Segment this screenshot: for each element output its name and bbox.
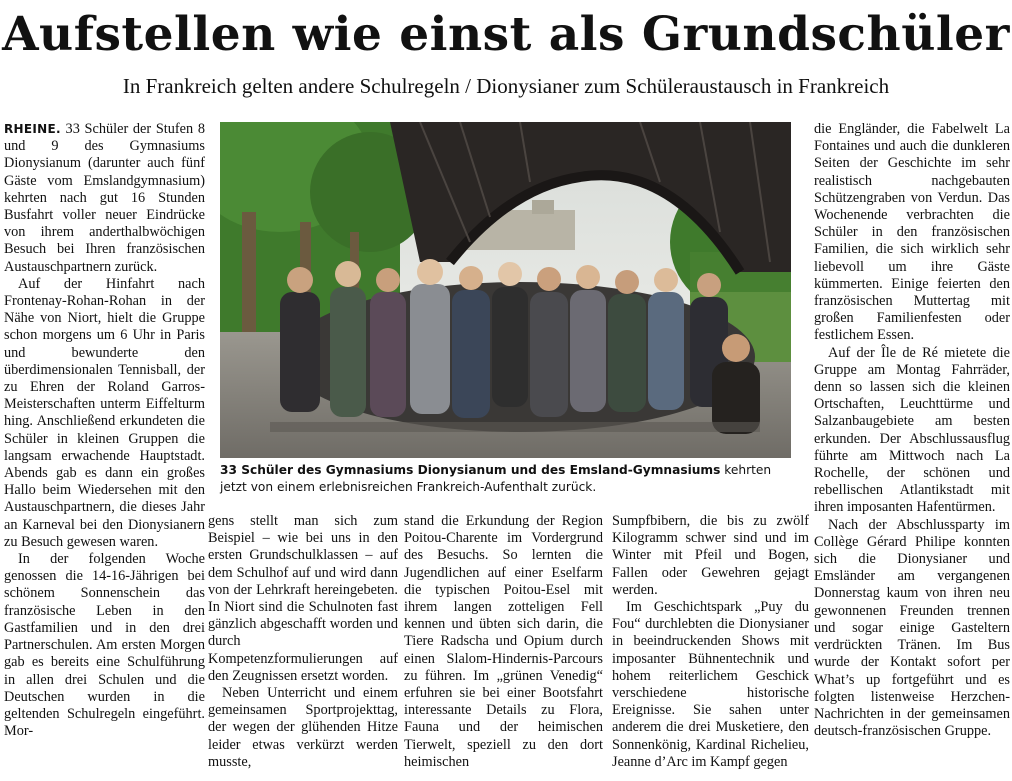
paragraph: Im Geschichtspark „Puy du Fou“ durchlebten die Dionysianer in beeindruckenden Shows mit imposanter Bühnentechnik und hohem reiterlichem Geschick verschiedene historische Ereignisse. Sie sahen unter anderem die drei Musketiere, den Sonnenkönig, Kardinal Richelieu, Jeanne d’Arc im Kampf gegen [612, 599, 809, 770]
article-column-1 [4, 121, 205, 740]
paragraph: Auf der Hinfahrt nach Frontenay-Rohan-Rohan in der Nähe von Niort, hielt die Gruppe schon morgens um 6 Uhr in Paris und bewunderte den überdimensionalen Tennisball, der zu Ehren der Roland Garros-Meisterschaften unterm Eiffelturm hing. Anschließend erkundeten die Schüler in kleinen Gruppen die langsam erwachende Hauptstadt. Abends gab es dann ein großes Hallo beim Wiedersehen mit den Austauschpartnern, die dieses Jahr an Karneval bei den Dionysianern zu Besuch gewesen waren. [4, 275, 205, 550]
paragraph [4, 121, 205, 276]
eiffel-tower-group-image [220, 122, 791, 458]
paragraph: stand die Erkundung der Region Poitou-Charente im Vordergrund des Besuchs. So lernten die Jugendlichen auf einer Eselfarm die typischen Poitou-Esel mit ihrem langen zotteligen Fell kennen und übten sich darin, die Tiere Radscha und Opium durch einen Slalom-Hindernis-Parcours zu führen. Im „grünen Venedig“ erfuhren sie bei einer Bootsfahrt interessante Details zu Flora, Fauna und der heimischen Tierwelt, speziell zu den dort heimischen [404, 513, 603, 770]
article-column-3 [404, 513, 603, 771]
paragraph: Nach der Abschlussparty im Collège Gérard Philipe konnten sich die Dionysianer und Emsländer am vergangenen Donnerstag kaum von ihren neu gewonnenen Freunden trennen und sogar einige Gasteltern verdrückten Tränen. Im Bus wurde der Kontakt sofort per What’s up fortgeführt und es folgten listenweise Herzchen-Nachrichten in der gemeinsamen deutsch-französischen Gruppe. [814, 516, 1010, 740]
headline: Aufstellen wie einst als Grundschüler [2, 7, 1010, 62]
caption-lead: 33 Schüler des Gymnasiums Dionysianum und des Emsland-Gymnasiums [220, 463, 721, 477]
subheadline: In Frankreich gelten andere Schulregeln / Dionysianer zum Schüleraustausch in Frankreich [122, 74, 890, 98]
paragraph: die Engländer, die Fabelwelt La Fontaines und auch die dunkleren Seiten der Geschichte im sehr realistisch nachgebauten Schützengraben von Verdun. Das Wochenende verbrachten die Schüler in den französischen Familien, die sich wirklich sehr liebevoll um ihre Gäste kümmerten. Einige feierten den französischen Muttertag mit großen Familienfesten oder festlichem Essen. [814, 121, 1010, 344]
paragraph: Neben Unterricht und einem gemeinsamen Sportprojekttag, der wegen der glühenden Hitze leider etwas verkürzt werden musste, [208, 685, 398, 770]
paragraph: Auf der Île de Ré mietete die Gruppe am Montag Fahrräder, denn so lassen sich die kleinen Ortschaften, Leuchttürme und Salzanbaugebiete am besten erkunden. Der Abschlussausflug führte am Mittwoch nach La Rochelle, der schönen und rebellischen Atlantikstadt mit ihren imposanten Hafentürmen. [814, 344, 1010, 516]
paragraph: In der folgenden Woche genossen die 14-16-Jährigen bei schönem Sonnenschein das französische Leben in den Gastfamilien und in den drei Partnerschulen. Am ersten Morgen gab es bereits eine Schulführung in allen drei Schulen und die Deutschen wurden in die geltenden Schulregeln eingeführt. Mor- [4, 551, 205, 740]
photo-caption [220, 462, 791, 496]
paragraph: Sumpfbibern, die bis zu zwölf Kilogramm schwer sind und im Winter mit Pfeil und Bogen, Fallen oder Gewehren gejagt werden. [612, 513, 809, 598]
paragraph-text: 33 Schüler der Stufen 8 und 9 des Gymnasiums Dionysianum (darunter auch fünf Gäste vom Emslandgymnasium) kehrten nach gut 16 Stunden Busfahrt voller neuer Eindrücke von ihrem anderthalbwöchigen Besuch bei Ihren französischen Austauschpartnern zurück. [4, 121, 205, 275]
article-column-5 [814, 121, 1010, 740]
article-column-2 [208, 513, 398, 771]
group-photo [220, 122, 791, 458]
article-column-4 [612, 513, 809, 771]
caption-text: kehrten jetzt von einem erlebnisreichen Frankreich-Aufenthalt zurück. [220, 463, 772, 494]
dateline: RHEINE. [4, 122, 61, 136]
paragraph: gens stellt man sich zum Beispiel – wie bei uns in den ersten Grundschulklassen – auf dem Schulhof auf und wird dann von der Lehrkraft hereingebeten. In Niort sind die Schulnoten fast gänzlich abgeschafft worden und durch Kompetenzformulierungen auf den Zeugnissen ersetzt worden. [208, 513, 398, 684]
